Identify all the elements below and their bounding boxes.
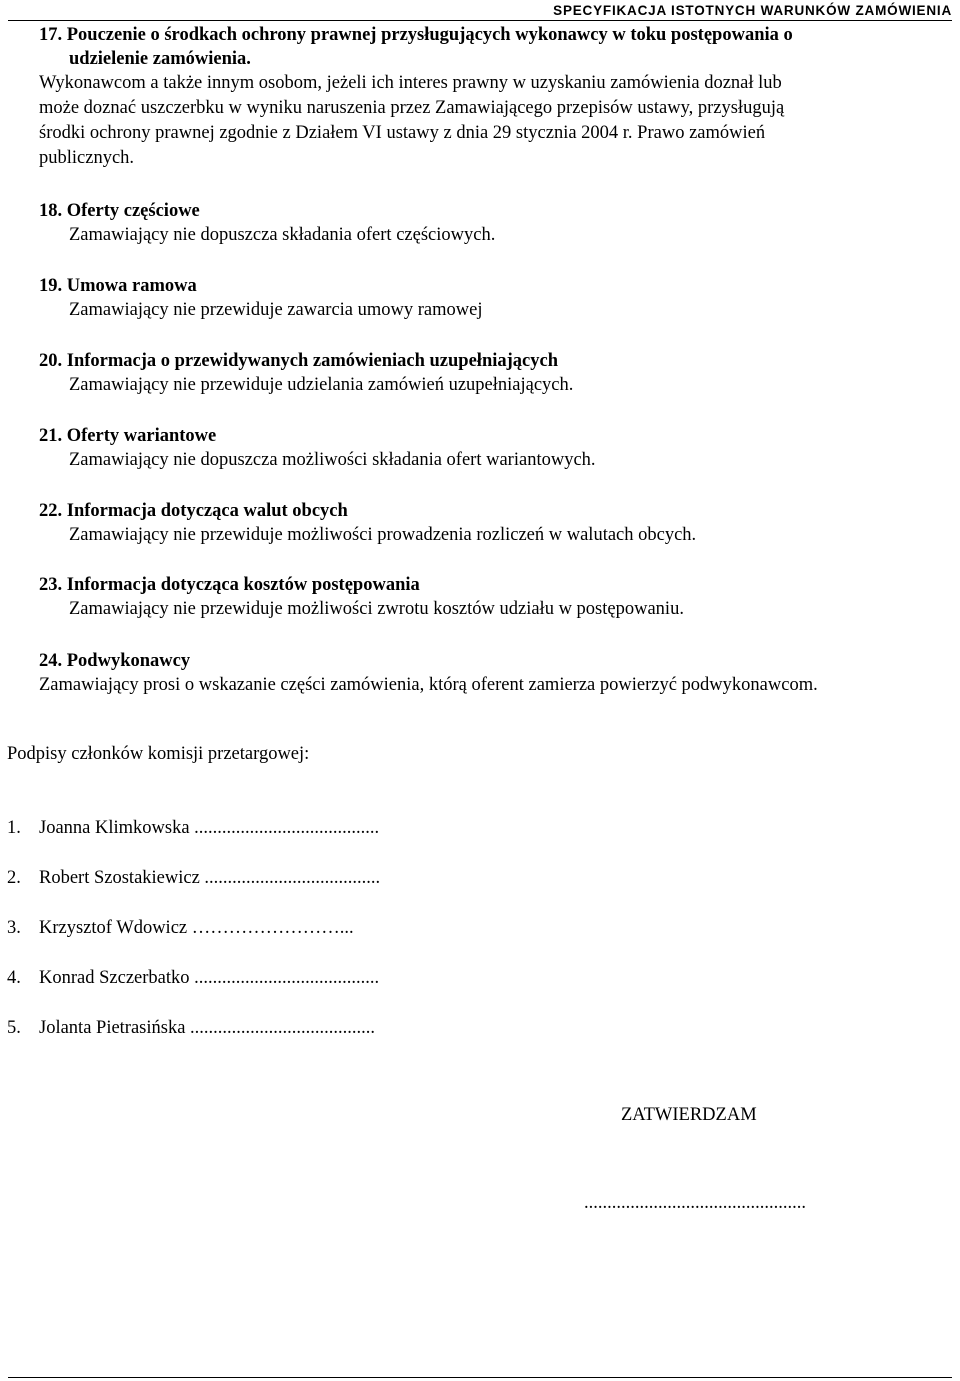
section-23-heading: 23. Informacja dotycząca kosztów postępowania: [39, 575, 420, 595]
signature-name-line: Konrad Szczerbatko ........................................: [39, 968, 380, 988]
document-header-title: SPECYFIKACJA ISTOTNYCH WARUNKÓW ZAMÓWIENIA: [553, 3, 952, 18]
approval-label: ZATWIERDZAM: [621, 1105, 757, 1125]
signature-name-line: Joanna Klimkowska ........................................: [39, 818, 380, 838]
signature-entry: [7, 866, 380, 890]
approval-signature-line: ................................................: [584, 1193, 806, 1213]
section-23-text: Zamawiający nie przewiduje możliwości zwrotu kosztów udziału w postępowaniu.: [69, 599, 684, 619]
section-17-body-line: publicznych.: [39, 148, 135, 168]
section-19-heading: 19. Umowa ramowa: [39, 276, 197, 296]
section-18-text: Zamawiający nie dopuszcza składania ofert częściowych.: [69, 225, 496, 245]
signature-number: 1.: [7, 818, 21, 838]
signature-entry: [7, 916, 354, 940]
section-21-heading: 21. Oferty wariantowe: [39, 426, 217, 446]
signature-number: 2.: [7, 868, 21, 888]
section-20-text: Zamawiający nie przewiduje udzielania zamówień uzupełniających.: [69, 375, 574, 395]
signature-number: 3.: [7, 918, 21, 938]
signature-name-line: Krzysztof Wdowicz ……………………...: [39, 918, 354, 938]
signature-entry: [7, 966, 379, 990]
section-17-heading-line2: udzielenie zamówienia.: [69, 49, 251, 69]
section-17-body-line: środki ochrony prawnej zgodnie z Działem VI ustawy z dnia 29 stycznia 2004 r. Prawo zamówień: [39, 123, 766, 143]
section-24-heading: 24. Podwykonawcy: [39, 651, 191, 671]
section-18-heading: 18. Oferty częściowe: [39, 201, 200, 221]
section-24-text: Zamawiający prosi o wskazanie części zamówienia, którą oferent zamierza powierzyć podwykonawcom.: [39, 675, 818, 695]
section-22-text: Zamawiający nie przewiduje możliwości prowadzenia rozliczeń w walutach obcych.: [69, 525, 697, 545]
signature-name-line: Robert Szostakiewicz ......................................: [39, 868, 381, 888]
signature-entry: [7, 816, 379, 840]
signature-name-line: Jolanta Pietrasińska ........................................: [39, 1018, 376, 1038]
signature-entry: [7, 1016, 375, 1040]
section-22-heading: 22. Informacja dotycząca walut obcych: [39, 501, 348, 521]
signature-number: 5.: [7, 1018, 21, 1038]
section-17-body-line: może doznać uszczerbku w wyniku naruszenia przez Zamawiającego przepisów ustawy, przysługują: [39, 98, 785, 118]
header-divider: [8, 20, 952, 21]
footer-divider: [8, 1377, 952, 1378]
section-19-text: Zamawiający nie przewiduje zawarcia umowy ramowej: [69, 300, 483, 320]
section-20-heading: 20. Informacja o przewidywanych zamówieniach uzupełniających: [39, 351, 558, 371]
section-17-body-line: Wykonawcom a także innym osobom, jeżeli ich interes prawny w uzyskaniu zamówienia doznał lub: [39, 73, 782, 93]
signature-number: 4.: [7, 968, 21, 988]
signatures-title: Podpisy członków komisji przetargowej:: [7, 744, 310, 764]
section-21-text: Zamawiający nie dopuszcza możliwości składania ofert wariantowych.: [69, 450, 596, 470]
section-17-heading-line1: 17. Pouczenie o środkach ochrony prawnej przysługujących wykonawcy w toku postępowania o: [39, 25, 793, 45]
